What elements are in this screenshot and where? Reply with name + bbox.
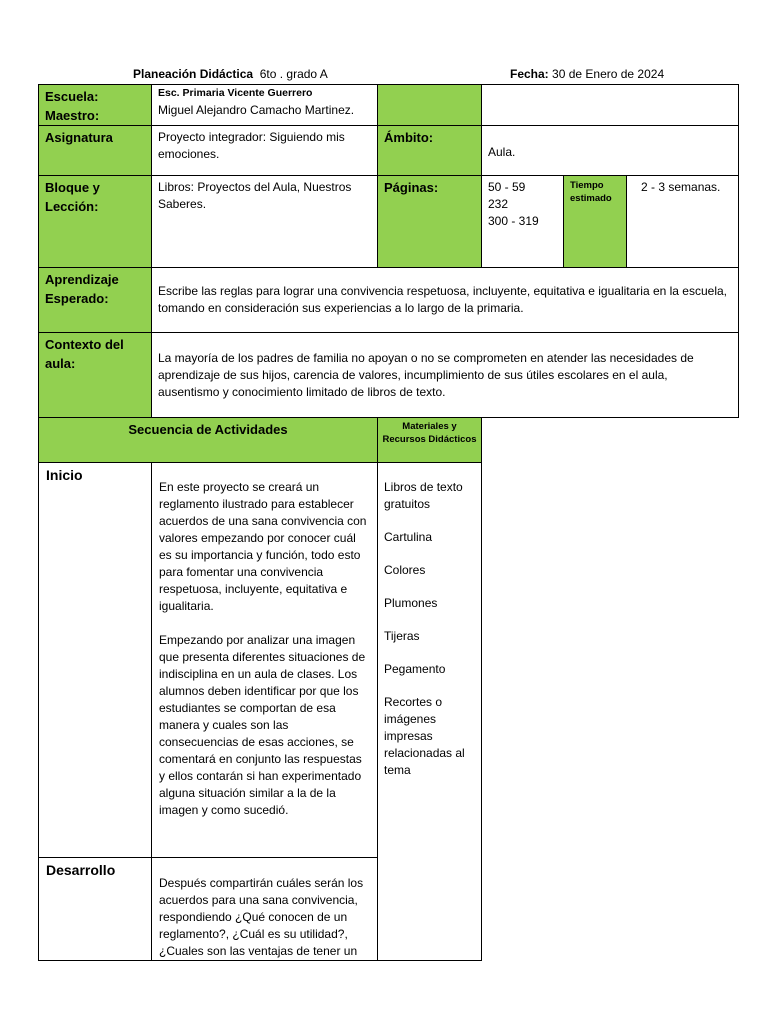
sequence-header-text: Secuencia de Actividades <box>128 422 288 437</box>
desarrollo-content-cell <box>151 857 378 961</box>
teacher-name: Miguel Alejandro Camacho Martinez. <box>158 103 355 117</box>
aprendizaje-label-cell <box>38 267 152 333</box>
estimado-label: estimado <box>570 193 612 204</box>
materials-cell <box>377 462 482 961</box>
tiempo-value: 2 - 3 semanas. <box>641 180 721 194</box>
material-item: Libros de texto gratuitos <box>384 480 463 511</box>
plan-title-line <box>133 67 328 81</box>
escuela-label: Escuela: <box>45 89 99 104</box>
contexto-value-cell <box>151 332 739 418</box>
paginas-label: Páginas: <box>384 180 439 195</box>
tiempo-label-cell <box>563 175 627 268</box>
ambito-label-cell <box>377 125 482 176</box>
material-item: Tijeras <box>384 629 420 643</box>
material-item: Colores <box>384 563 426 577</box>
school-teacher-cell <box>151 84 378 126</box>
aprendizaje-value-cell <box>151 267 739 333</box>
escuela-label-cell <box>38 84 152 126</box>
paginas-value-cell <box>481 175 564 268</box>
empty-green-cell <box>377 84 482 126</box>
empty-cell <box>481 84 739 126</box>
esperado-label: Esperado: <box>45 291 109 306</box>
bloque-label-cell <box>38 175 152 268</box>
inicio-label-cell <box>38 462 152 858</box>
asignatura-value-cell <box>151 125 378 176</box>
plan-date <box>510 67 664 81</box>
asignatura-label: Asignatura <box>45 130 113 145</box>
materials-header <box>377 417 482 463</box>
desarrollo-label: Desarrollo <box>46 862 116 878</box>
material-item: Cartulina <box>384 530 433 544</box>
leccion-label: Lección: <box>45 199 99 214</box>
materials-header-text: Materiales y Recursos Didácticos <box>382 421 477 445</box>
sequence-header <box>38 417 378 463</box>
asignatura-label-cell <box>38 125 152 176</box>
date-label: Fecha: <box>510 67 549 81</box>
aprendizaje-value: Escribe las reglas para lograr una convivencia respetuosa, incluyente, equitativa e igualitaria en la escuela, tomando en consideración sus experiencias a lo largo de la primaria. <box>158 284 727 315</box>
paginas-value-3: 300 - 319 <box>488 214 539 228</box>
inicio-content-cell <box>151 462 378 858</box>
desarrollo-label-cell <box>38 857 152 961</box>
paginas-value-2: 232 <box>488 197 509 211</box>
aprendizaje-label: Aprendizaje <box>45 272 119 287</box>
plan-grade: 6to . grado A <box>259 67 328 81</box>
material-item: Plumones <box>384 596 438 610</box>
inicio-paragraph-1: En este proyecto se creará un reglamento ilustrado para establecer acuerdos de una sana convivencia con valores empezando por conocer cuál es su importancia y función, todo esto para fomentar una convivencia respetuosa, incluyente, equitativa e igualitaria. <box>159 480 367 613</box>
maestro-label: Maestro: <box>45 108 100 123</box>
plan-title: Planeación Didáctica <box>133 67 254 81</box>
contexto-label: Contexto del <box>45 337 124 352</box>
inicio-label: Inicio <box>46 467 83 483</box>
bloque-label: Bloque y <box>45 180 100 195</box>
ambito-value: Aula. <box>488 145 516 159</box>
inicio-paragraph-2: Empezando por analizar una imagen que presenta diferentes situaciones de indisciplina en un aula de clases. Los alumnos deben identificar por que los estudiantes se comportan de esa manera y cuales son las consecuencias de esas acciones, se comentará en conjunto las respuestas y ellos contarán si han experimentado alguna situación similar a la de la imagen y como sucedió. <box>159 633 366 817</box>
desarrollo-paragraph-1: Después compartirán cuáles serán los acuerdos para una sana convivencia, respondiendo ¿Qué conocen de un reglamento?, ¿Cuál es su utilidad?, ¿Cuales son las ventajas de tener un <box>159 876 364 958</box>
material-item: Recortes o imágenes impresas relacionadas al tema <box>384 695 465 777</box>
material-item: Pegamento <box>384 662 446 676</box>
bloque-value: Libros: Proyectos del Aula, Nuestros Saberes. <box>158 180 352 211</box>
ambito-value-cell <box>481 125 739 176</box>
tiempo-label: Tiempo <box>570 180 604 191</box>
contexto-label-cell <box>38 332 152 418</box>
asignatura-value: Proyecto integrador: Siguiendo mis emociones. <box>158 130 345 161</box>
date-value: 30 de Enero de 2024 <box>552 67 665 81</box>
paginas-label-cell <box>377 175 482 268</box>
aula-label: aula: <box>45 356 76 371</box>
paginas-value-1: 50 - 59 <box>488 180 526 194</box>
tiempo-value-cell <box>626 175 739 268</box>
bloque-value-cell <box>151 175 378 268</box>
school-name: Esc. Primaria Vicente Guerrero <box>158 87 313 99</box>
contexto-value: La mayoría de los padres de familia no apoyan o no se comprometen en atender las necesidades de aprendizaje de sus hijos, carencia de valores, incumplimiento de sus útiles escolares en el aula, ausentismo y conocimiento limitado de libros de texto. <box>158 350 694 399</box>
ambito-label: Ámbito: <box>384 130 434 145</box>
